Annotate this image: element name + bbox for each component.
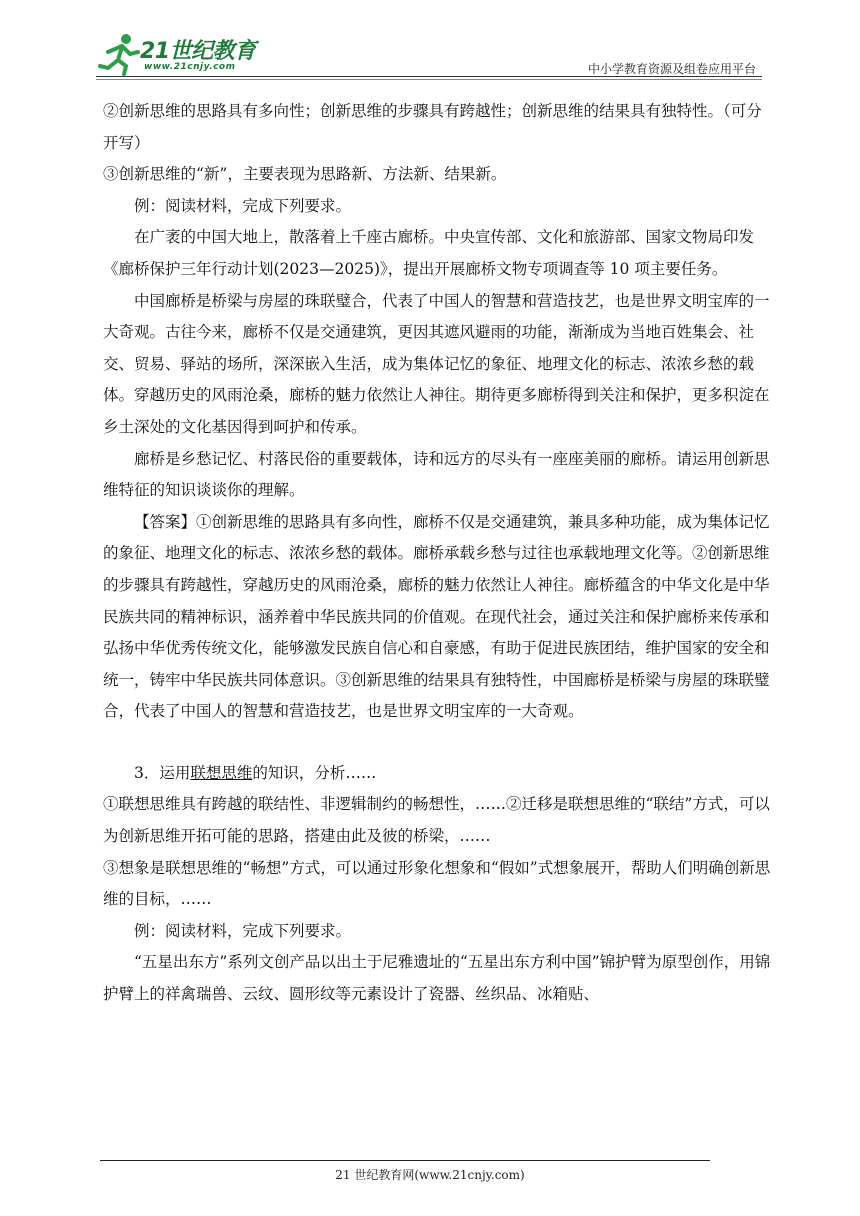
paragraph: 在广袤的中国大地上，散落着上千座古廊桥。中央宣传部、文化和旅游部、国家文物局印发《廊桥保护三年行动计划(2023—2025)》，提出开展廊桥文物专项调查等 10 项主要任务。	[103, 228, 755, 278]
paragraph: 中国廊桥是桥梁与房屋的珠联璧合，代表了中国人的智慧和营造技艺，也是世界文明宝库的一大奇观。古往今来，廊桥不仅是交通建筑，更因其遮风避雨的功能，渐渐成为当地百姓集会、社交、贸易、驿站的场所，深深嵌入生活，成为集体记忆的象征、地理文化的标志、浓浓乡愁的载体。穿越历史的风雨沧桑，廊桥的魅力依然让人神往。期待更多廊桥得到关注和保护，更多积淀在乡土深处的文化基因得到呵护和传承。	[103, 291, 770, 436]
underlined-term: 联想思维	[190, 763, 253, 782]
header-tagline: 中小学教育资源及组卷应用平台	[587, 62, 756, 76]
paragraph: ①联想思维具有跨越的联结性、非逻辑制约的畅想性，……②迁移是联想思维的“联结”方式，可以为创新思维开拓可能的思路，搭建由此及彼的桥梁，……	[103, 795, 770, 846]
paragraph: “五星出东方”系列文创产品以出土于尼雅遗址的“五星出东方利中国”锦护臂为原型创作，用锦护臂上的祥禽瑞兽、云纹、圆形纹等元素设计了瓷器、丝织品、冰箱贴、	[103, 953, 771, 1004]
paragraph: ②创新思维的思路具有多向性；创新思维的步骤具有跨越性；创新思维的结果具有独特性。（可分开写）	[103, 102, 762, 152]
footer-divider	[100, 1160, 710, 1161]
paragraph: 例：阅读材料，完成下列要求。	[134, 921, 352, 940]
question-prefix: 3．运用	[134, 763, 191, 782]
answer-paragraph: 【答案】①创新思维的思路具有多向性，廊桥不仅是交通建筑，兼具多种功能，成为集体记忆的象征、地理文化的标志、浓浓乡愁的载体。廊桥承载乡愁与过往也承载地理文化等。②创新思维的步骤具有跨越性，穿越历史的风雨沧桑，廊桥的魅力依然让人神往。廊桥蕴含的中华文化是中华民族共同的精神标识，涵养着中华民族共同的价值观。在现代社会，通过关注和保护廊桥来传承和弘扬中华优秀传统文化，能够激发民族自信心和自豪感，有助于促进民族团结，维护国家的安全和统一，铸牢中华民族共同体意识。③创新思维的结果具有独特性，中国廊桥是桥梁与房屋的珠联璧合，代表了中国人的智慧和营造技艺，也是世界文明宝库的一大奇观。	[103, 512, 770, 721]
question-suffix: 的知识，分析……	[252, 763, 377, 782]
page-footer: 21 世纪教育网(www.21cnjy.com)	[335, 1168, 525, 1182]
document-body	[103, 96, 771, 1011]
header-divider-thin	[96, 79, 762, 80]
paragraph: ③想象是联想思维的“畅想”方式，可以通过形象化想象和“假如”式想象展开，帮助人们明确创新思维的目标，……	[103, 858, 771, 909]
paragraph: ③创新思维的“新”，主要表现为思路新、方法新、结果新。	[103, 165, 507, 184]
logo-text: 21世纪教育	[140, 39, 256, 64]
paragraph: 廊桥是乡愁记忆、村落民俗的重要载体，诗和远方的尽头有一座座美丽的廊桥。请运用创新思维特征的知识谈谈你的理解。	[103, 449, 770, 500]
logo	[96, 30, 266, 78]
logo-url: www.21cnjy.com	[144, 62, 236, 72]
header-divider	[96, 76, 762, 77]
page-header	[96, 30, 762, 82]
runner-icon	[96, 30, 142, 76]
spacer	[103, 728, 771, 758]
question-heading	[103, 758, 771, 790]
paragraph: 例：阅读材料，完成下列要求。	[134, 196, 352, 215]
